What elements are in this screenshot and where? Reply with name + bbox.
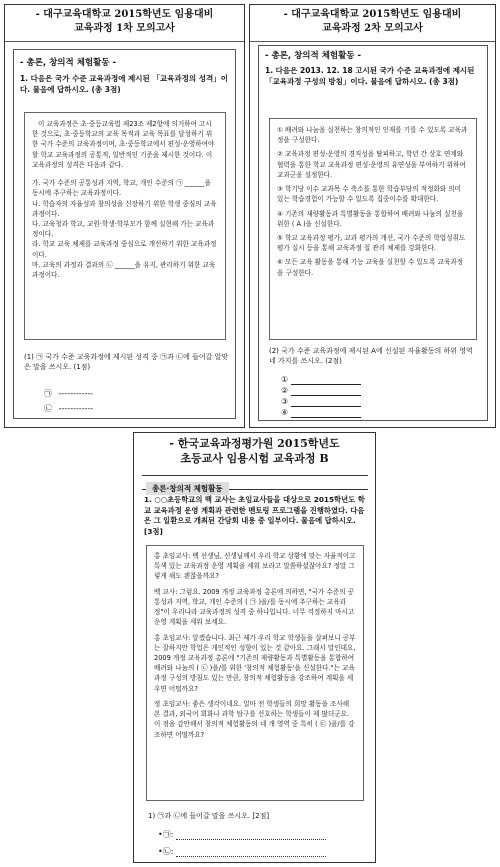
right-answer-list	[281, 374, 361, 418]
left-answer-2	[44, 403, 93, 414]
bottom-answer-1-line[interactable]	[176, 839, 326, 840]
right-title-line2: 교육과정 2차 모의고사	[322, 22, 423, 34]
left-answer-1	[44, 388, 93, 399]
bottom-title-line2: 초등교사 임용시험 교육과정 B	[180, 451, 329, 465]
left-section-label: - 총론, 창의적 체험활동 -	[20, 58, 117, 68]
right-subquestion: (2) 국가 수준 교육과정에 제시된 A에 신설된 자율활동의 하위 영역 네 가지를 쓰시오. (2점)	[269, 347, 473, 366]
left-passage-box	[24, 112, 226, 340]
bottom-dialogue-1: 홍 초임교사: 백 선생님, 선생님께서 우리 학교 상황에 맞는 자율적이고 특색 있는 교육과정 운영 계획을 세워 보라고 말씀하셨잖아요? 정말 그렇게 해도 괜찮을까요?	[154, 552, 356, 581]
left-item-e: 마. 교육의 과정과 결과의 ㉡ ______을 유지, 관리하기 위한 교육과정이다.	[32, 260, 216, 280]
left-answer-1-blank[interactable]: ------------	[58, 389, 94, 398]
left-exam-title	[5, 8, 244, 35]
bottom-section-label: 총론·창의적 체험활동	[146, 482, 229, 495]
left-item-a: 가. 국가 수준의 공통성과 지역, 학교, 개인 수준의 ㉠ ______을 동시에 추구하는 교육과정이다.	[32, 179, 211, 198]
right-answer-2: ②	[281, 385, 361, 396]
left-title-line1: - 대구교육대학교 2015학년도 임용대비	[35, 9, 214, 20]
right-item-2: ② 교육과정 편성·운영의 경직성을 탈피하고, 학년 간 상호 연계와 협력을 통한 학교 교육과정 편성·운영의 유연성을 부여하기 위하여 교과군을 설정한다.	[277, 150, 466, 179]
left-question-text: 1. 다음은 국가 수준 교육과정에 제시된 「교육과정의 성격」이다. 물음에 답하시오. (총 3점)	[20, 74, 228, 94]
bottom-answer-1: •㉠:	[158, 829, 326, 840]
right-answer-4: ④	[281, 407, 361, 418]
left-item-d: 라. 학교 교육 체제를 교육과정 중심으로 개선하기 위한 교육과정이다.	[32, 240, 217, 259]
right-item-6: ⑥ 모든 교육 활동을 통해 기능 교육을 실천할 수 있도록 교육과정을 구성한다.	[277, 258, 464, 277]
left-answer-2-blank[interactable]: ------------	[58, 404, 94, 413]
right-section-label: - 총론, 창의적 체험활동 -	[265, 51, 362, 61]
right-answer-3: ③	[281, 396, 361, 407]
bottom-exam-title	[134, 437, 375, 467]
bottom-dialogue-2: 백 교사: 그럼요. 2009 개정 교육과정 총론에 의하면, "국가 수준의 공통성과 지역, 학교, 개인 수준의 ( ㉠ )을/를 동시에 추구하는 교육과정"이 우리나라 교육과정의 성격 중 하나입니다. 너무 걱정하지 마시고 운영 계획을 세워 보세요.	[154, 587, 355, 627]
left-exam-panel	[4, 4, 245, 428]
left-item-b: 나. 학습자의 자율성과 창의성을 신장하기 위한 학생 중심의 교육과정이다.	[32, 199, 217, 218]
bottom-dialogue-4: 정 초임교사: 좋은 생각이네요. 얼마 전 학생들의 희망 활동을 조사해 본 결과, 외국어 회화나 과학 탐구를 선호하는 학생들이 제 많더군요. 이 점을 감안해서 창의적 체험활동의 네 개 영역 중 특히 ( ㉢ )을/를 강조하면 어떨까요?	[154, 699, 355, 739]
bottom-exam-panel	[133, 432, 376, 863]
left-question-box	[13, 49, 236, 419]
bottom-dialogue-box	[146, 545, 364, 801]
left-answer-2-mark: ㉡	[44, 404, 52, 413]
right-question-box	[258, 45, 488, 421]
right-item-4: ④ 기존의 재량활동과 특별활동을 통합하여 배려와 나눔의 실천을 위한 ( A )을 신설한다.	[277, 209, 464, 228]
right-item-1: ① 배려와 나눔을 실천하는 창의적인 인재를 기를 수 있도록 교육과정을 구성한다.	[277, 126, 468, 145]
left-answer-1-mark: ㉠	[44, 389, 52, 398]
bottom-dialogue-3: 홍 초임교사: 알겠습니다. 최근 제가 우리 학교 학생들을 살펴보니 공부는 잘하지만 학업은 개인적인 성향이 있는 것 같아요. 그래서 말인데요, 2009 개정 교육과정 총론에 "기존의 재량활동과 특별활동을 통합하여 배려와 나눔의 ( ㉡ )을/를 위한 '창의적 체험활동'을 신설한다."는 교육과정 구성의 방침도 있는 만큼, 창의적 체험활동을 강조하여 계획을 세우면 어떨까요?	[154, 633, 356, 693]
bottom-section-bar	[142, 475, 368, 493]
right-exam-title	[250, 8, 495, 35]
right-answer-1: ①	[281, 374, 361, 385]
left-title-line2: 교육과정 1차 모의고사	[74, 22, 175, 34]
bottom-question-text: 1. ○○초등학교의 백 교사는 초임교사들을 대상으로 2015학년도 학교 교육과정 운영 계획과 관련한 멘토링 프로그램을 진행하였다. 다음은 그 일환으로 개최된 간담회 내용 중 일부이다. 물음에 답하시오. [3점]	[144, 495, 365, 536]
left-subquestion: (1) ㉠ 국가 수준 교육과정에 제시된 성격 중 ㉠과 ㉡에 들어갈 알맞은 말을 쓰시오. (1점)	[24, 353, 229, 372]
bottom-answer-2: •㉡:	[158, 846, 326, 857]
right-item-5: ⑤ 학교 교육과정 평가, 교과 평가의 개선, 국가 수준의 학업성취도 평가 실시 등을 통해 교육과정 질 관리 체제를 강화한다.	[277, 233, 466, 253]
right-answer-4-line[interactable]	[291, 417, 361, 418]
right-item-3: ③ 학기당 이수 교과목 수 축소를 통한 학습부담의 적정화와 의미 있는 학습경험이 가능할 수 있도록 집중이수를 확대한다.	[277, 185, 462, 204]
bottom-title-line1: - 한국교육과정평가원 2015학년도	[169, 437, 340, 450]
right-exam-panel	[249, 4, 496, 428]
left-item-c: 다. 교육청과 학교, 교원·학생·학부모가 함께 실현해 가는 교육과정이다.	[32, 219, 215, 239]
right-question-text: 1. 다음은 2013. 12. 18 고시된 국가 수준 교육과정에 제시된 「교육과정 구성의 방침」이다. 물음에 답하시오. (총 3점)	[265, 66, 475, 86]
bottom-subquestion: 1) ㉠과 ㉡에 들어갈 말을 쓰시오. [2점]	[148, 812, 270, 820]
bottom-answer-2-line[interactable]	[176, 856, 326, 857]
left-passage-intro: 이 교육과정은 초·중등교육법 제23조 제2항에 의거하여 고시한 것으로, 초·중등학교의 교육 목적과 교육 목표를 달성하기 위한 국가 수준의 교육과정이며, 초·중등학교에서 편성·운영하여야 할 학교 교육과정의 공통적, 일반적인 기준을 제시한 것이다. 이 교육과정의 성격은 다음과 같다.	[32, 120, 215, 169]
right-title-line1: - 대구교육대학교 2015학년도 임용대비	[283, 9, 462, 20]
right-passage-box	[269, 118, 477, 340]
